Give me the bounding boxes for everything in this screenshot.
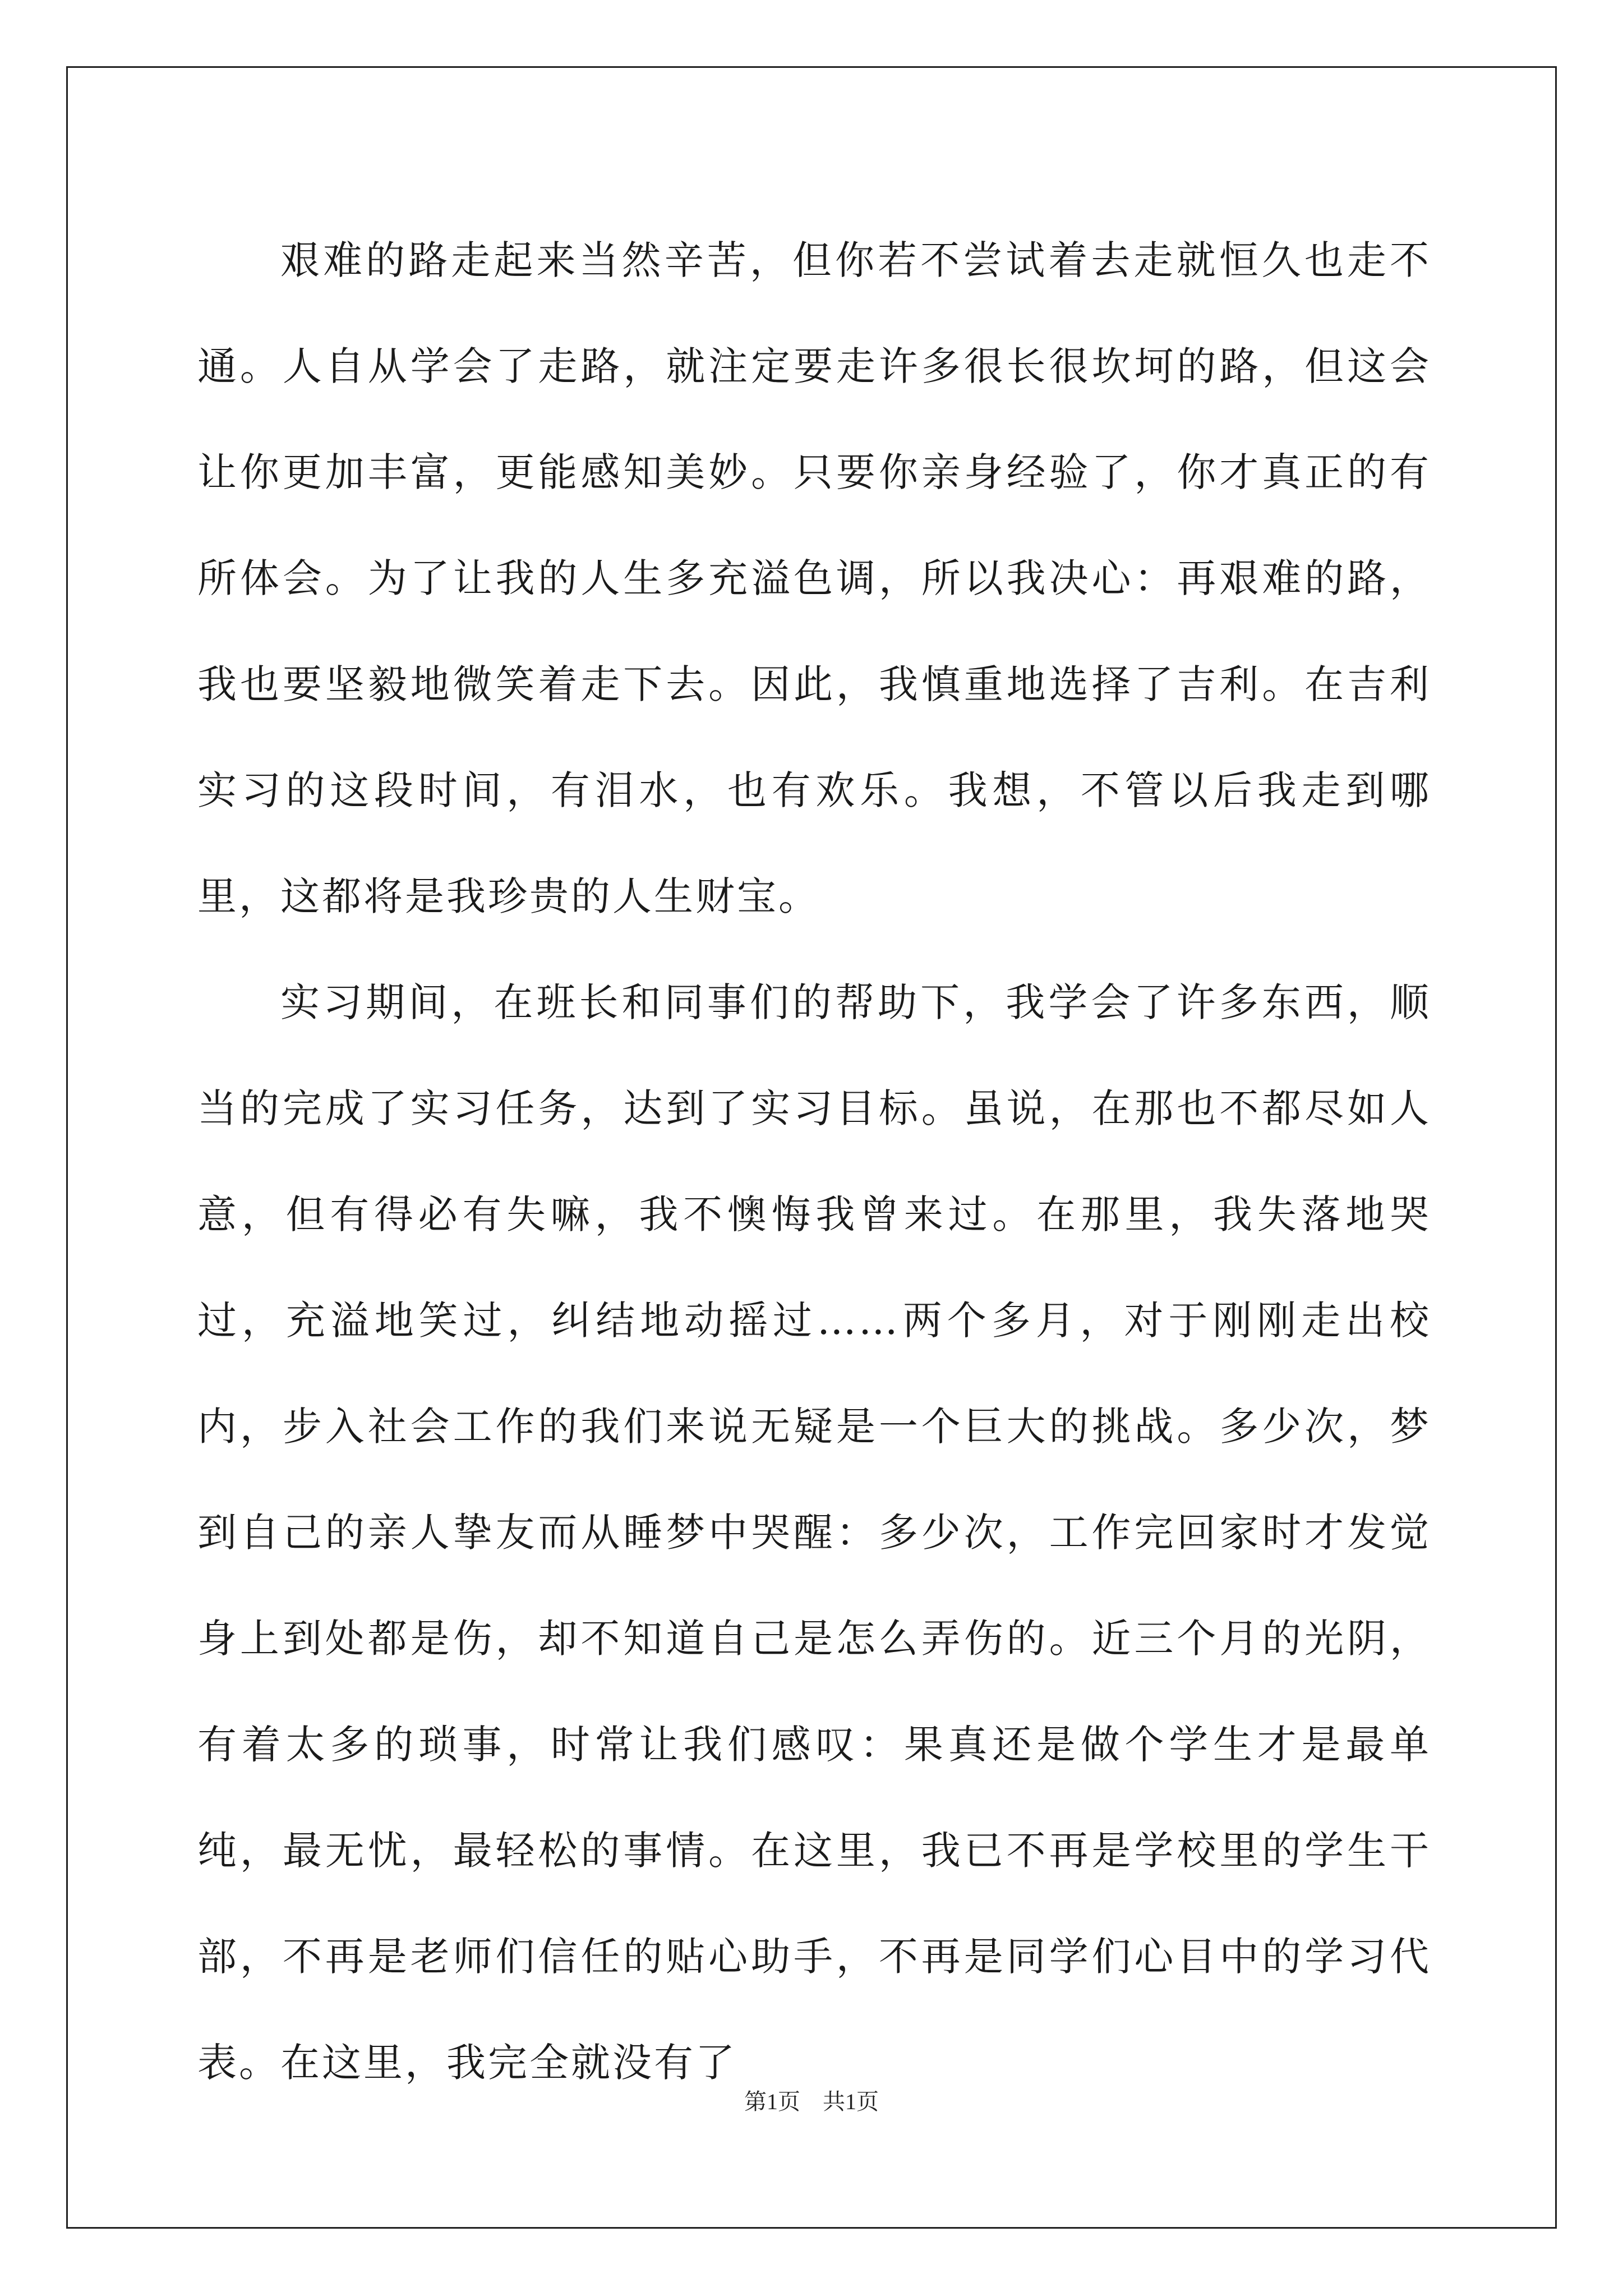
- document-body: [197, 208, 1431, 2116]
- paragraph-1: 艰难的路走起来当然辛苦，但你若不尝试着去走就恒久也走不通。人自从学会了走路，就注定要走许多很长很坎坷的路，但这会让你更加丰富，更能感知美妙。只要你亲身经验了，你才真正的有所体会。为了让我的人生多充溢色调，所以我决心：再艰难的路，我也要坚毅地微笑着走下去。因此，我慎重地选择了吉利。在吉利实习的这段时间，有泪水，也有欢乐。我想，不管以后我走到哪里，这都将是我珍贵的人生财宝。: [197, 237, 1431, 919]
- paragraph-2: 实习期间，在班长和同事们的帮助下，我学会了许多东西，顺当的完成了实习任务，达到了实习目标。虽说，在那也不都尽如人意，但有得必有失嘛，我不懊悔我曾来过。在那里，我失落地哭过，充溢地笑过，纠结地动摇过……两个多月，对于刚刚走出校内，步入社会工作的我们来说无疑是一个巨大的挑战。多少次，梦到自己的亲人挚友而从睡梦中哭醒：多少次，工作完回家时才发觉身上到处都是伤，却不知道自己是怎么弄伤的。近三个月的光阴，有着太多的琐事，时常让我们感叹：果真还是做个学生才是最单纯，最无忧，最轻松的事情。在这里，我已不再是学校里的学生干部，不再是老师们信任的贴心助手，不再是同学们心目中的学习代表。在这里，我完全就没有了: [197, 979, 1431, 2086]
- page-footer: 第1页 共1页: [744, 2089, 879, 2114]
